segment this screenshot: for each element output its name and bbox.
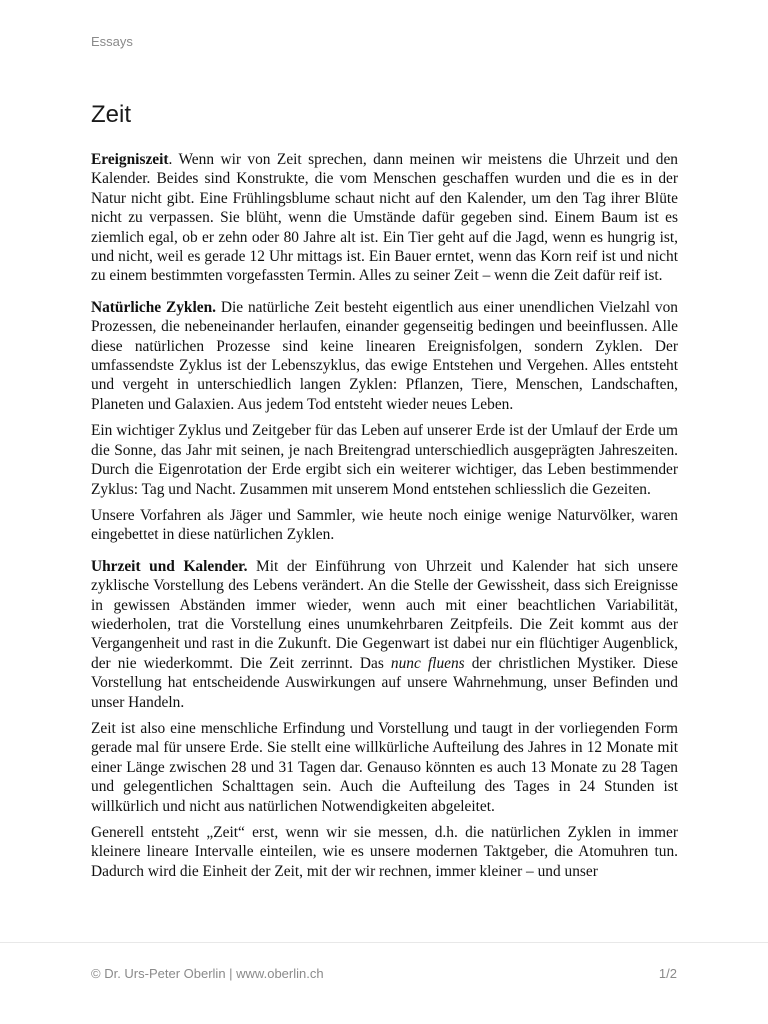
paragraph-text: Mit der Einführung von Uhrzeit und Kalender hat sich unsere zyklische Vorstellung des Lebens verändert. An die Stelle der Gewissheit, dass sich Ereignisse in gewissen Abständen immer wieder, wenn auch mit einer beachtlichen Variabilität, wiederholen, trat die Vorstellung eines unumkehrbaren Zeitpfeils. Die Zeit kommt aus der Vergangenheit und rast in die Zukunft. Die Gegenwart ist dabei nur ein flüchtiger Augenblick, der nie wiederkommt. Die Zeit zerrinnt. Das <box>91 557 678 672</box>
paragraph-text: . Wenn wir von Zeit sprechen, dann meinen wir meistens die Uhrzeit und den Kalender. Beides sind Konstrukte, die vom Menschen geschaffen wurden und die es in der Natur nicht gibt. Eine Frühlingsblume schaut nicht auf den Kalender, um den Tag ihrer Blüte nicht zu verpassen. Sie blüht, wenn die Umstände dafür gegeben sind. Einem Baum ist es ziemlich egal, ob er zehn oder 80 Jahre alt ist. Ein Tier geht auf die Jagd, wenn es hungrig ist, und nicht, weil es gerade 12 Uhr mittags ist. Ein Bauer erntet, wenn das Korn reif ist und nicht zu einem bestimmten vorgefassten Termin. Alles zu seiner Zeit – wenn die Zeit dafür reif ist. <box>91 151 678 285</box>
paragraph-text: Generell entsteht „Zeit“ erst, wenn wir sie messen, d.h. die natürlichen Zyklen in immer kleinere lineare Intervalle einteilen, wie es unsere modernen Taktgeber, die Atomuhren tun. Dadurch wird die Einheit der Zeit, mit der wir rechnen, immer kleiner – und unser <box>91 824 678 880</box>
latin-term: nunc fluens <box>390 654 465 672</box>
paragraph-text: Die natürliche Zeit besteht eigentlich aus einer unendlichen Vielzahl von Prozessen, die nebeneinander herlaufen, einander gegenseitig bedingen und beeinflussen. Alle diese natürlichen Prozesse sind keine linearen Ereignisfolgen, sondern Zyklen. Der umfassendste Zyklus ist der Lebenszyklus, das ewige Entstehen und Vergehen. Alles entsteht und vergeht in unterschiedlich langen Zyklen: Pflanzen, Tiere, Menschen, Landschaften, Planeten und Galaxien. Aus jedem Tod entsteht wieder neues Leben. <box>91 298 678 413</box>
header-label: Essays <box>91 34 133 49</box>
paragraph-ereigniszeit <box>91 150 678 286</box>
section-heading-uhrzeit-und-kalender: Uhrzeit und Kalender. <box>91 557 248 575</box>
footer-divider <box>0 942 768 943</box>
paragraph-uhrzeit-und-kalender <box>91 557 678 712</box>
section-heading-natuerliche-zyklen: Natürliche Zyklen. <box>91 298 217 316</box>
page-number: 1/2 <box>658 966 677 981</box>
section-heading-ereigniszeit: Ereigniszeit <box>91 151 169 168</box>
article-body <box>91 150 678 881</box>
paragraph-natuerliche-zyklen <box>91 298 678 414</box>
paragraph-text: Zeit ist also eine menschliche Erfindung und Vorstellung und taugt in der vorliegenden Form gerade mal für unsere Erde. Sie stellt eine willkürliche Aufteilung des Jahres in 12 Monate mit einer Länge zwischen 28 und 31 Tagen dar. Genauso könnten es auch 13 Monate zu 28 Tagen und gelegentlichen Schalttagen sein. Auch die Aufteilung des Tages in 24 Stunden ist willkürlich und nicht aus natürlichen Notwendigkeiten abgeleitet. <box>91 719 678 815</box>
paragraph-text: Unsere Vorfahren als Jäger und Sammler, wie heute noch einige wenige Naturvölker, waren eingebettet in diese natürlichen Zyklen. <box>91 506 678 544</box>
footer-copyright: © Dr. Urs-Peter Oberlin | www.oberlin.ch <box>91 966 324 981</box>
page-title: Zeit <box>91 101 132 128</box>
paragraph-text: der christlichen Mystiker. Diese Vorstellung hat entscheidende Auswirkungen auf unsere Wahrnehmung, unser Befinden und unser Handeln. <box>91 654 678 711</box>
paragraph-text: Ein wichtiger Zyklus und Zeitgeber für das Leben auf unserer Erde ist der Umlauf der Erde um die Sonne, das Jahr mit seinen, je nach Breitengrad unterschiedlich ausgeprägten Jahreszeiten. Durch die Eigenrotation der Erde ergibt sich ein weiterer wichtiger, das Leben bestimmender Zyklus: Tag und Nacht. Zusammen mit unserem Mond entstehen schliesslich die Gezeiten. <box>91 422 678 498</box>
